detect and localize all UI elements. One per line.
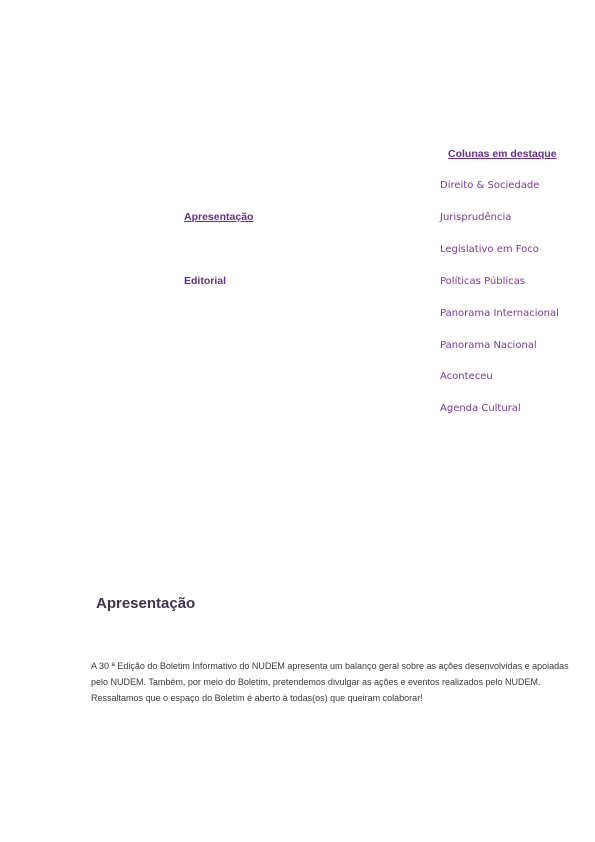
column-link-politicas-publicas[interactable]: Políticas Públicas <box>440 276 525 287</box>
column-link-aconteceu[interactable]: Aconteceu <box>440 371 493 382</box>
column-link-panorama-nacional[interactable]: Panorama Nacional <box>440 340 537 351</box>
column-link-jurisprudencia[interactable]: Jurisprudência <box>440 212 512 223</box>
body-line: Ressaltamos que o espaço do Boletim é aberto à todas(os) que queiram colaborar! <box>91 693 423 703</box>
columns-title[interactable]: Colunas em destaque <box>448 148 557 160</box>
body-line: A 30 ª Edição do Boletim Informativo do NUDEM apresenta um balanço geral sobre as ações desenvolvidas e apoiadas <box>91 661 569 671</box>
section-body <box>91 658 595 706</box>
nav-link-apresentacao[interactable]: Apresentação <box>184 211 254 223</box>
column-link-direito-sociedade[interactable]: Direito & Sociedade <box>440 180 540 191</box>
column-link-panorama-internacional[interactable]: Panorama Internacional <box>440 308 559 319</box>
column-link-legislativo-em-foco[interactable]: Legislativo em Foco <box>440 244 539 255</box>
body-line: pelo NUDEM. Também, por meio do Boletim, pretendemos divulgar as ações e eventos realizados pelo NUDEM. <box>91 677 541 687</box>
nav-link-editorial[interactable]: Editorial <box>184 275 227 287</box>
section-heading: Apresentação <box>96 595 196 612</box>
column-link-agenda-cultural[interactable]: Agenda Cultural <box>440 403 521 414</box>
